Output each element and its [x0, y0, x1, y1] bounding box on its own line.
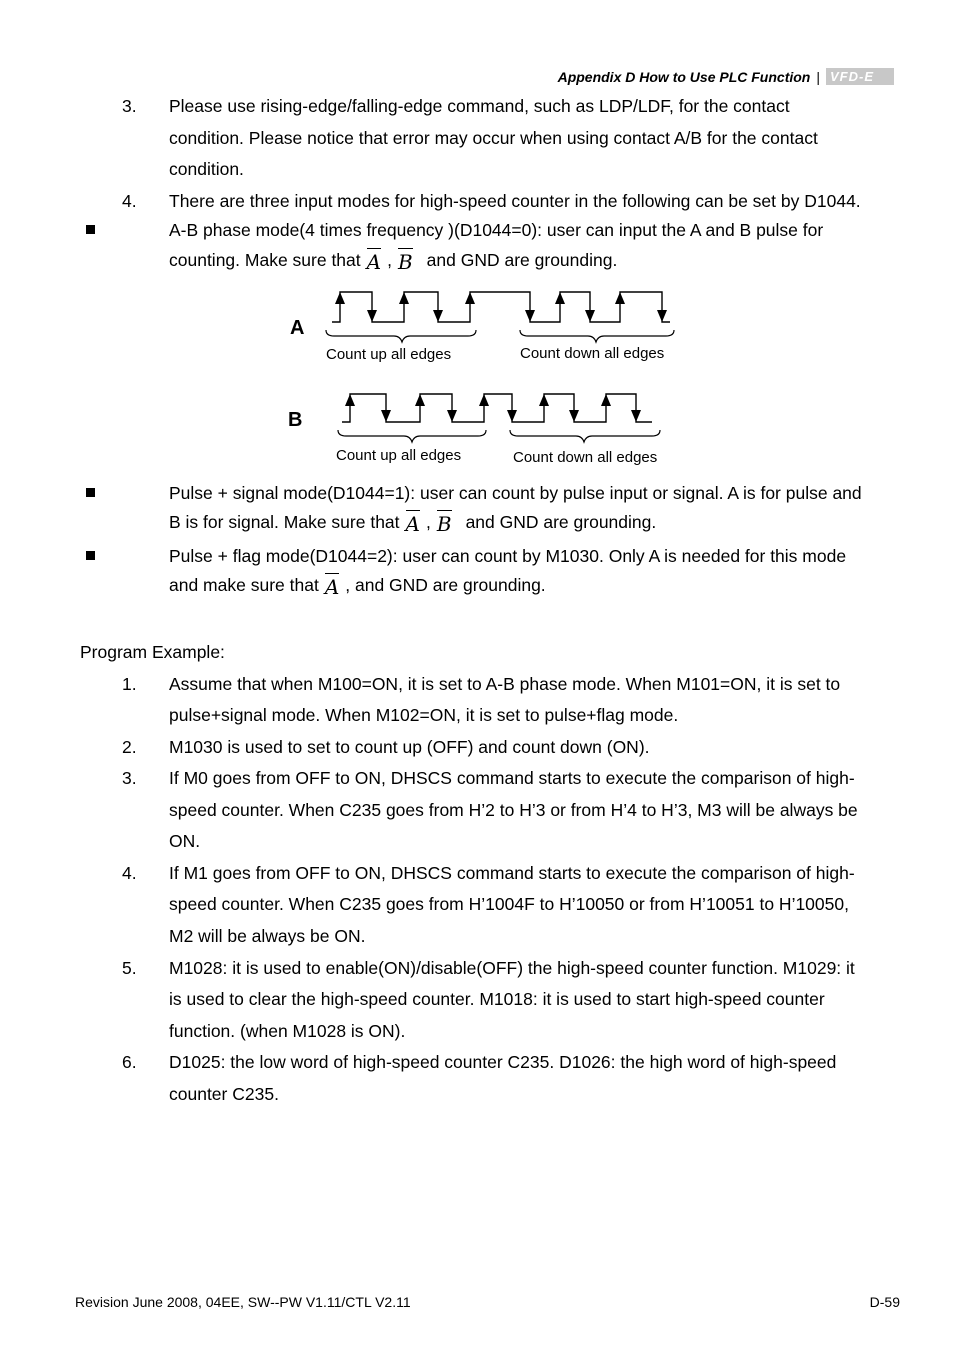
header-title: Appendix D How to Use PLC Function: [557, 68, 811, 85]
intro-item-3-line-3: condition.: [169, 159, 244, 179]
ab-phase-waveform-diagram: [280, 282, 700, 472]
program-item-6-line-2: counter C235.: [169, 1084, 279, 1104]
a-count-up-label: Count up all edges: [326, 346, 452, 363]
label-b: B: [288, 409, 303, 431]
bullet-3-line-2: and make sure that A , and GND are grounding.: [169, 575, 546, 599]
a-count-down-label: Count down all edges: [520, 345, 665, 362]
b-count-down-label: Count down all edges: [513, 449, 658, 466]
bullet-marker: [86, 225, 95, 234]
vfd-e-logo: VFD-E: [826, 68, 894, 85]
a-bar-symbol: A: [324, 575, 340, 599]
program-item-5-line-1: M1028: it is used to enable(ON)/disable(OFF) the high-speed counter function. M1029: it: [169, 958, 855, 978]
program-item-6-number: 6.: [122, 1052, 137, 1072]
program-item-1-line-2: pulse+signal mode. When M102=ON, it is set to pulse+flag mode.: [169, 705, 679, 725]
a-bar-symbol: A: [366, 250, 382, 274]
program-item-5-line-2: is used to clear the high-speed counter. M1018: it is used to start high-speed counter: [169, 989, 825, 1009]
program-item-1-number: 1.: [122, 674, 137, 694]
program-item-2-line-1: M1030 is used to set to count up (OFF) and count down (ON).: [169, 737, 650, 757]
footer-revision: Revision June 2008, 04EE, SW--PW V1.11/CTL V2.11: [75, 1294, 411, 1310]
b-bar-symbol: B: [436, 512, 452, 536]
bullet-2-line-2: B is for signal. Make sure that A , B and GND are grounding.: [169, 512, 657, 536]
program-item-4-line-1: If M1 goes from OFF to ON, DHSCS command starts to execute the comparison of high-: [169, 863, 855, 883]
label-a: A: [290, 317, 305, 339]
a-bar-symbol: A: [405, 512, 420, 536]
bullet-1-line-1: A-B phase mode(4 times frequency )(D1044=0): user can input the A and B pulse for: [169, 220, 824, 240]
bullet-2-line-1: Pulse + signal mode(D1044=1): user can count by pulse input or signal. A is for pulse and: [169, 483, 862, 503]
program-item-3-line-1: If M0 goes from OFF to ON, DHSCS command starts to execute the comparison of high-: [169, 768, 855, 788]
b-bar-symbol: B: [397, 250, 413, 274]
header-separator: |: [816, 68, 820, 85]
program-item-3-line-2: speed counter. When C235 goes from H’2 to H’3 or from H’4 to H’3, M3 will be always be: [169, 800, 858, 820]
intro-item-4-line-1: There are three input modes for high-speed counter in the following can be set by D1044.: [169, 191, 861, 211]
intro-item-3-line-2: condition. Please notice that error may occur when using contact A/B for the contact: [169, 128, 818, 148]
program-item-1-line-1: Assume that when M100=ON, it is set to A-B phase mode. When M101=ON, it is set to: [169, 674, 841, 694]
program-example-heading: Program Example:: [80, 642, 225, 662]
program-item-3-number: 3.: [122, 768, 137, 788]
intro-item-3-number: 3.: [122, 96, 137, 116]
program-item-5-line-3: function. (when M1028 is ON).: [169, 1021, 406, 1041]
program-item-5-number: 5.: [122, 958, 137, 978]
bullet-3-line-1: Pulse + flag mode(D1044=2): user can count by M1030. Only A is needed for this mode: [169, 546, 847, 566]
program-item-4-line-2: speed counter. When C235 goes from H’1004F to H’10050 or from H’10051 to H’10050,: [169, 894, 849, 914]
bullet-1-line-2: counting. Make sure that A , B and GND are grounding.: [169, 250, 618, 274]
intro-item-4-number: 4.: [122, 191, 137, 211]
footer-page-number: D-59: [869, 1294, 900, 1310]
b-count-up-label: Count up all edges: [336, 447, 462, 464]
program-item-2-number: 2.: [122, 737, 137, 757]
program-item-4-number: 4.: [122, 863, 137, 883]
program-item-3-line-3: ON.: [169, 831, 201, 851]
page-header: [558, 68, 894, 85]
program-item-6-line-1: D1025: the low word of high-speed counter C235. D1026: the high word of high-speed: [169, 1052, 837, 1072]
bullet-marker: [86, 551, 95, 560]
bullet-marker: [86, 488, 95, 497]
intro-item-3-line-1: Please use rising-edge/falling-edge command, such as LDP/LDF, for the contact: [169, 96, 790, 116]
program-item-4-line-3: M2 will be always be ON.: [169, 926, 366, 946]
